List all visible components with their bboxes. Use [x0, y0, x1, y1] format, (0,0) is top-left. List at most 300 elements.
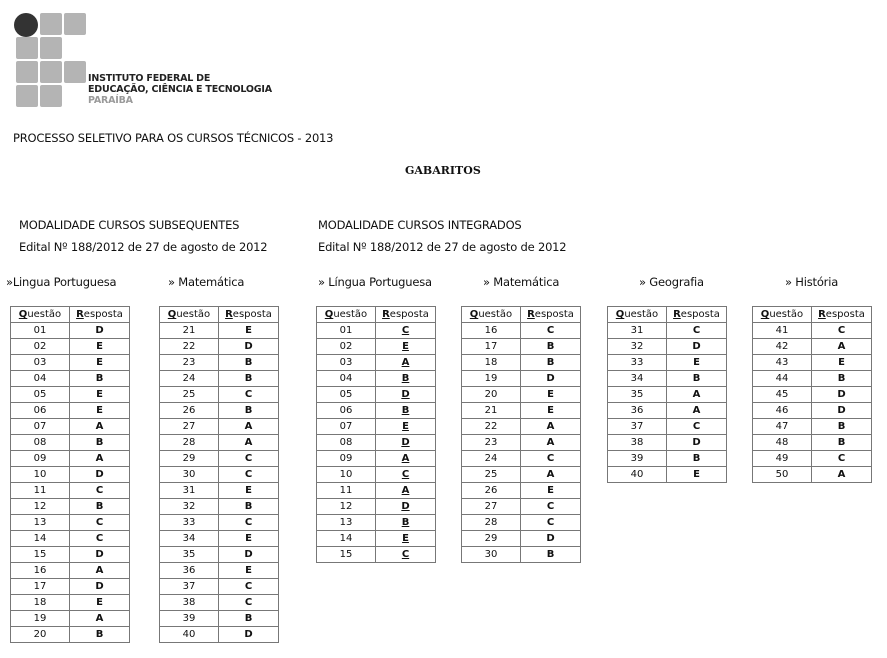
answer-letter: D	[70, 547, 130, 563]
question-number: 14	[317, 531, 376, 547]
header-r-rest: esposta	[389, 309, 429, 320]
table-row	[462, 387, 581, 403]
question-number: 29	[160, 451, 219, 467]
question-number: 30	[160, 467, 219, 483]
table-row	[317, 419, 436, 435]
question-number: 30	[462, 547, 521, 563]
table-row	[462, 403, 581, 419]
answer-letter: E	[70, 403, 130, 419]
header-r-rest: esposta	[534, 309, 574, 320]
answer-letter: A	[376, 451, 436, 467]
question-number: 22	[160, 339, 219, 355]
answer-letter: B	[521, 355, 581, 371]
table-row	[11, 467, 130, 483]
table-row	[160, 323, 279, 339]
subject-label: » Geografia	[639, 275, 704, 289]
table-row	[317, 451, 436, 467]
table-row	[11, 483, 130, 499]
table-row	[317, 547, 436, 563]
table-row	[160, 611, 279, 627]
table-row	[11, 451, 130, 467]
question-number: 31	[608, 323, 667, 339]
answer-letter: A	[376, 355, 436, 371]
answer-letter: E	[219, 531, 279, 547]
question-number: 21	[160, 323, 219, 339]
table-row	[11, 547, 130, 563]
table-row	[753, 419, 872, 435]
question-number: 32	[160, 499, 219, 515]
table-header	[462, 307, 581, 323]
table-row	[160, 515, 279, 531]
answer-letter: C	[219, 451, 279, 467]
logo-square	[64, 61, 86, 83]
header-q-initial: Q	[167, 309, 177, 320]
table-row	[317, 483, 436, 499]
table-row	[11, 355, 130, 371]
answer-letter: B	[376, 371, 436, 387]
answer-letter: A	[812, 467, 872, 483]
question-number: 37	[160, 579, 219, 595]
logo-square	[40, 13, 62, 35]
table-row	[753, 403, 872, 419]
header-r-rest: esposta	[232, 309, 272, 320]
logo-square	[40, 37, 62, 59]
table-row	[11, 627, 130, 643]
answer-letter: B	[521, 339, 581, 355]
answer-letter: B	[376, 403, 436, 419]
answer-letter: B	[521, 547, 581, 563]
question-number: 26	[462, 483, 521, 499]
table-row	[317, 387, 436, 403]
answer-letter: E	[521, 387, 581, 403]
table-row	[753, 323, 872, 339]
answer-letter: B	[70, 499, 130, 515]
question-number: 19	[11, 611, 70, 627]
question-number: 12	[317, 499, 376, 515]
table-row	[160, 499, 279, 515]
question-number: 07	[317, 419, 376, 435]
answer-letter: C	[812, 323, 872, 339]
answer-letter: A	[70, 451, 130, 467]
ifpb-logo	[14, 13, 88, 108]
table-row	[462, 339, 581, 355]
question-number: 11	[11, 483, 70, 499]
header-resposta	[70, 307, 130, 323]
table-row	[317, 371, 436, 387]
question-number: 03	[11, 355, 70, 371]
header-questao	[160, 307, 219, 323]
answer-letter: E	[219, 483, 279, 499]
subject-label: » História	[785, 275, 839, 289]
answer-letter: B	[70, 627, 130, 643]
question-number: 27	[462, 499, 521, 515]
answer-letter: E	[70, 595, 130, 611]
answer-letter: D	[667, 435, 727, 451]
table-row	[11, 515, 130, 531]
table-row	[317, 531, 436, 547]
question-number: 26	[160, 403, 219, 419]
table-header	[11, 307, 130, 323]
table-row	[160, 339, 279, 355]
answer-letter: D	[70, 323, 130, 339]
logo-square	[64, 13, 86, 35]
header-q-initial: Q	[18, 309, 28, 320]
header-resposta	[812, 307, 872, 323]
answer-letter: D	[376, 387, 436, 403]
table-row	[11, 419, 130, 435]
answer-letter: B	[70, 371, 130, 387]
table-row	[11, 499, 130, 515]
modalidade-integrados-title: MODALIDADE CURSOS INTEGRADOS	[318, 218, 522, 232]
header-r-initial: R	[382, 309, 390, 320]
answer-letter: A	[70, 563, 130, 579]
table-row	[160, 419, 279, 435]
question-number: 34	[608, 371, 667, 387]
subject-label: » Matemática	[483, 275, 560, 289]
answer-letter: A	[667, 403, 727, 419]
table-row	[11, 435, 130, 451]
answer-letter: E	[219, 323, 279, 339]
answer-letter: E	[376, 339, 436, 355]
answer-letter: D	[521, 531, 581, 547]
table-row	[11, 323, 130, 339]
question-number: 15	[317, 547, 376, 563]
answer-letter: C	[219, 467, 279, 483]
question-number: 32	[608, 339, 667, 355]
table-row	[160, 451, 279, 467]
question-number: 44	[753, 371, 812, 387]
answer-letter: E	[70, 387, 130, 403]
header-q-initial: Q	[324, 309, 334, 320]
question-number: 05	[317, 387, 376, 403]
modalidade-subsequentes-title: MODALIDADE CURSOS SUBSEQUENTES	[19, 218, 240, 232]
table-row	[608, 323, 727, 339]
question-number: 08	[317, 435, 376, 451]
answer-letter: A	[376, 483, 436, 499]
table-row	[11, 595, 130, 611]
header-r-rest: esposta	[680, 309, 720, 320]
answer-letter: C	[70, 531, 130, 547]
answer-letter: D	[70, 579, 130, 595]
table-row	[317, 403, 436, 419]
table-row	[462, 515, 581, 531]
table-row	[753, 387, 872, 403]
table-row	[608, 371, 727, 387]
answer-letter: A	[219, 435, 279, 451]
table-row	[462, 467, 581, 483]
answer-letter: B	[70, 435, 130, 451]
answer-letter: A	[521, 467, 581, 483]
header-questao	[753, 307, 812, 323]
question-number: 43	[753, 355, 812, 371]
answer-letter: D	[376, 499, 436, 515]
question-number: 40	[160, 627, 219, 643]
answer-letter: D	[376, 435, 436, 451]
question-number: 40	[608, 467, 667, 483]
question-number: 35	[608, 387, 667, 403]
table-row	[608, 467, 727, 483]
table-row	[753, 467, 872, 483]
table-row	[608, 451, 727, 467]
question-number: 16	[11, 563, 70, 579]
answer-letter: E	[667, 355, 727, 371]
question-number: 22	[462, 419, 521, 435]
answer-letter: E	[376, 419, 436, 435]
table-row	[608, 419, 727, 435]
table-row	[160, 483, 279, 499]
question-number: 29	[462, 531, 521, 547]
table-row	[160, 579, 279, 595]
answer-letter: D	[667, 339, 727, 355]
header-r-initial: R	[527, 309, 535, 320]
header-q-rest: uestão	[176, 309, 211, 320]
question-number: 12	[11, 499, 70, 515]
table-row	[462, 531, 581, 547]
logo-square	[16, 37, 38, 59]
question-number: 10	[11, 467, 70, 483]
question-number: 15	[11, 547, 70, 563]
question-number: 17	[462, 339, 521, 355]
answer-letter: D	[219, 339, 279, 355]
header-questao	[462, 307, 521, 323]
institution-name	[88, 73, 272, 106]
header-resposta	[521, 307, 581, 323]
answer-letter: B	[219, 499, 279, 515]
logo-square	[16, 61, 38, 83]
answer-letter: C	[521, 323, 581, 339]
header-r-initial: R	[818, 309, 826, 320]
answer-letter: C	[219, 515, 279, 531]
logo-circle	[14, 13, 38, 37]
question-number: 27	[160, 419, 219, 435]
answer-letter: D	[219, 627, 279, 643]
question-number: 24	[462, 451, 521, 467]
table-row	[11, 339, 130, 355]
table-row	[462, 371, 581, 387]
question-number: 18	[462, 355, 521, 371]
table-row	[317, 515, 436, 531]
question-number: 06	[317, 403, 376, 419]
question-number: 13	[11, 515, 70, 531]
answer-letter: B	[667, 451, 727, 467]
answer-table-subsequentes-portugues	[10, 306, 130, 643]
answer-letter: B	[812, 371, 872, 387]
table-row	[462, 547, 581, 563]
table-row	[462, 323, 581, 339]
header-q-rest: uestão	[624, 309, 659, 320]
header-r-rest: esposta	[825, 309, 865, 320]
answer-letter: D	[812, 403, 872, 419]
question-number: 06	[11, 403, 70, 419]
table-row	[462, 419, 581, 435]
table-header	[753, 307, 872, 323]
table-row	[753, 371, 872, 387]
table-row	[317, 435, 436, 451]
table-row	[160, 531, 279, 547]
table-row	[11, 579, 130, 595]
answer-letter: B	[667, 371, 727, 387]
table-row	[753, 355, 872, 371]
table-row	[11, 371, 130, 387]
table-row	[160, 595, 279, 611]
question-number: 04	[317, 371, 376, 387]
question-number: 31	[160, 483, 219, 499]
table-row	[608, 339, 727, 355]
answer-letter: B	[812, 419, 872, 435]
question-number: 25	[160, 387, 219, 403]
logo-square	[40, 85, 62, 107]
table-row	[753, 339, 872, 355]
question-number: 25	[462, 467, 521, 483]
table-header	[160, 307, 279, 323]
answer-table-integrados-historia	[752, 306, 872, 483]
header-r-initial: R	[225, 309, 233, 320]
answer-letter: B	[812, 435, 872, 451]
answer-table-integrados-geografia	[607, 306, 727, 483]
subject-label: »Lingua Portuguesa	[6, 275, 117, 289]
modalidade-integrados-edital: Edital Nº 188/2012 de 27 de agosto de 2012	[318, 240, 567, 254]
header-q-rest: uestão	[769, 309, 804, 320]
table-row	[11, 531, 130, 547]
question-number: 02	[11, 339, 70, 355]
table-row	[462, 483, 581, 499]
header-resposta	[376, 307, 436, 323]
answer-letter: C	[219, 595, 279, 611]
question-number: 04	[11, 371, 70, 387]
question-number: 03	[317, 355, 376, 371]
question-number: 28	[462, 515, 521, 531]
header-q-initial: Q	[469, 309, 479, 320]
question-number: 07	[11, 419, 70, 435]
answer-letter: C	[667, 419, 727, 435]
answer-letter: E	[521, 483, 581, 499]
question-number: 23	[160, 355, 219, 371]
answer-letter: A	[70, 419, 130, 435]
answer-letter: E	[812, 355, 872, 371]
answer-table-integrados-portugues	[316, 306, 436, 563]
institution-line3: PARAÍBA	[88, 95, 133, 106]
answer-letter: D	[219, 547, 279, 563]
table-row	[317, 355, 436, 371]
answer-letter: B	[219, 355, 279, 371]
modalidade-subsequentes-edital: Edital Nº 188/2012 de 27 de agosto de 2012	[19, 240, 268, 254]
table-row	[160, 547, 279, 563]
table-row	[608, 387, 727, 403]
table-row	[317, 467, 436, 483]
question-number: 20	[462, 387, 521, 403]
header-resposta	[219, 307, 279, 323]
answer-letter: C	[219, 387, 279, 403]
table-row	[160, 563, 279, 579]
table-row	[160, 435, 279, 451]
table-row	[317, 323, 436, 339]
answer-letter: C	[521, 499, 581, 515]
question-number: 33	[160, 515, 219, 531]
table-row	[160, 371, 279, 387]
answer-letter: A	[521, 435, 581, 451]
question-number: 35	[160, 547, 219, 563]
question-number: 09	[11, 451, 70, 467]
answer-letter: A	[812, 339, 872, 355]
question-number: 49	[753, 451, 812, 467]
answer-letter: D	[70, 467, 130, 483]
answer-letter: B	[219, 403, 279, 419]
table-row	[608, 435, 727, 451]
answer-letter: C	[521, 451, 581, 467]
table-row	[160, 387, 279, 403]
logo-square	[16, 85, 38, 107]
table-row	[753, 451, 872, 467]
answer-letter: C	[70, 515, 130, 531]
question-number: 01	[11, 323, 70, 339]
table-header	[608, 307, 727, 323]
question-number: 36	[608, 403, 667, 419]
answer-letter: C	[70, 483, 130, 499]
question-number: 17	[11, 579, 70, 595]
table-row	[160, 403, 279, 419]
question-number: 34	[160, 531, 219, 547]
question-number: 16	[462, 323, 521, 339]
logo-square	[40, 61, 62, 83]
gabaritos-title: GABARITOS	[405, 164, 481, 177]
header-q-rest: uestão	[478, 309, 513, 320]
answer-letter: E	[219, 563, 279, 579]
answer-letter: C	[376, 323, 436, 339]
table-row	[753, 435, 872, 451]
question-number: 38	[160, 595, 219, 611]
answer-letter: C	[667, 323, 727, 339]
header-q-initial: Q	[615, 309, 625, 320]
answer-letter: C	[376, 547, 436, 563]
header-questao	[608, 307, 667, 323]
table-row	[160, 627, 279, 643]
answer-letter: B	[219, 371, 279, 387]
question-number: 48	[753, 435, 812, 451]
table-row	[160, 355, 279, 371]
question-number: 39	[160, 611, 219, 627]
table-row	[11, 387, 130, 403]
question-number: 41	[753, 323, 812, 339]
subject-label: » Matemática	[168, 275, 245, 289]
table-row	[462, 451, 581, 467]
answer-letter: C	[521, 515, 581, 531]
question-number: 46	[753, 403, 812, 419]
question-number: 08	[11, 435, 70, 451]
table-row	[11, 563, 130, 579]
table-row	[317, 339, 436, 355]
question-number: 14	[11, 531, 70, 547]
question-number: 02	[317, 339, 376, 355]
table-row	[317, 499, 436, 515]
question-number: 38	[608, 435, 667, 451]
answer-letter: E	[667, 467, 727, 483]
answer-letter: B	[376, 515, 436, 531]
table-row	[608, 355, 727, 371]
answer-table-subsequentes-matematica	[159, 306, 279, 643]
answer-table-integrados-matematica	[461, 306, 581, 563]
question-number: 01	[317, 323, 376, 339]
question-number: 05	[11, 387, 70, 403]
header-q-rest: uestão	[333, 309, 368, 320]
question-number: 45	[753, 387, 812, 403]
question-number: 39	[608, 451, 667, 467]
institution-line2: EDUCAÇÃO, CIÊNCIA E TECNOLOGIA	[88, 84, 272, 95]
question-number: 50	[753, 467, 812, 483]
question-number: 09	[317, 451, 376, 467]
table-row	[462, 355, 581, 371]
answer-letter: A	[521, 419, 581, 435]
answer-letter: C	[376, 467, 436, 483]
